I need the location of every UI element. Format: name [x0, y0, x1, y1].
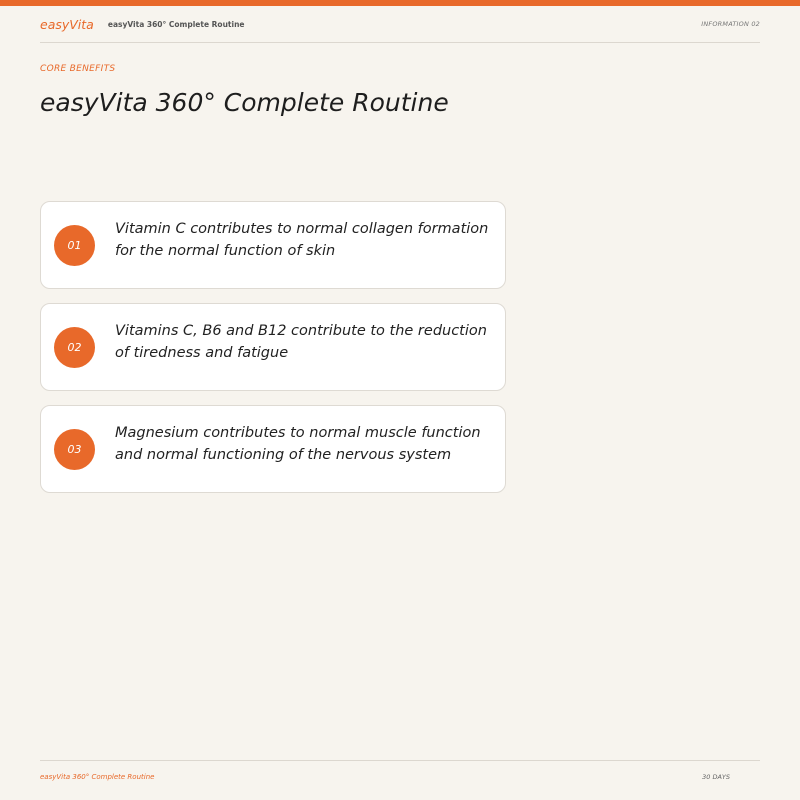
section-label: INFORMATION 02 — [701, 20, 760, 28]
brand-logo: easyVita — [40, 16, 94, 32]
page-header — [40, 6, 760, 43]
number-badge: 01 — [54, 225, 95, 266]
header-title: easyVita 360° Complete Routine — [107, 19, 245, 29]
benefit-text: Magnesium contributes to normal muscle function and normal functioning of the nervous system — [115, 425, 481, 463]
page-title: easyVita 360° Complete Routine — [40, 88, 449, 117]
footer-duration: 30 DAYS — [702, 773, 730, 781]
benefit-text: Vitamins C, B6 and B12 contribute to the reduction of tiredness and fatigue — [115, 323, 487, 361]
benefit-text: Vitamin C contributes to normal collagen formation for the normal function of skin — [115, 221, 489, 259]
benefit-card — [40, 303, 506, 391]
eyebrow-label: CORE BENEFITS — [40, 64, 116, 74]
benefit-card — [40, 201, 506, 289]
footer-title: easyVita 360° Complete Routine — [40, 773, 155, 781]
number-badge: 03 — [54, 429, 95, 470]
number-badge: 02 — [54, 327, 95, 368]
benefit-card — [40, 405, 506, 493]
page-footer — [40, 760, 760, 793]
